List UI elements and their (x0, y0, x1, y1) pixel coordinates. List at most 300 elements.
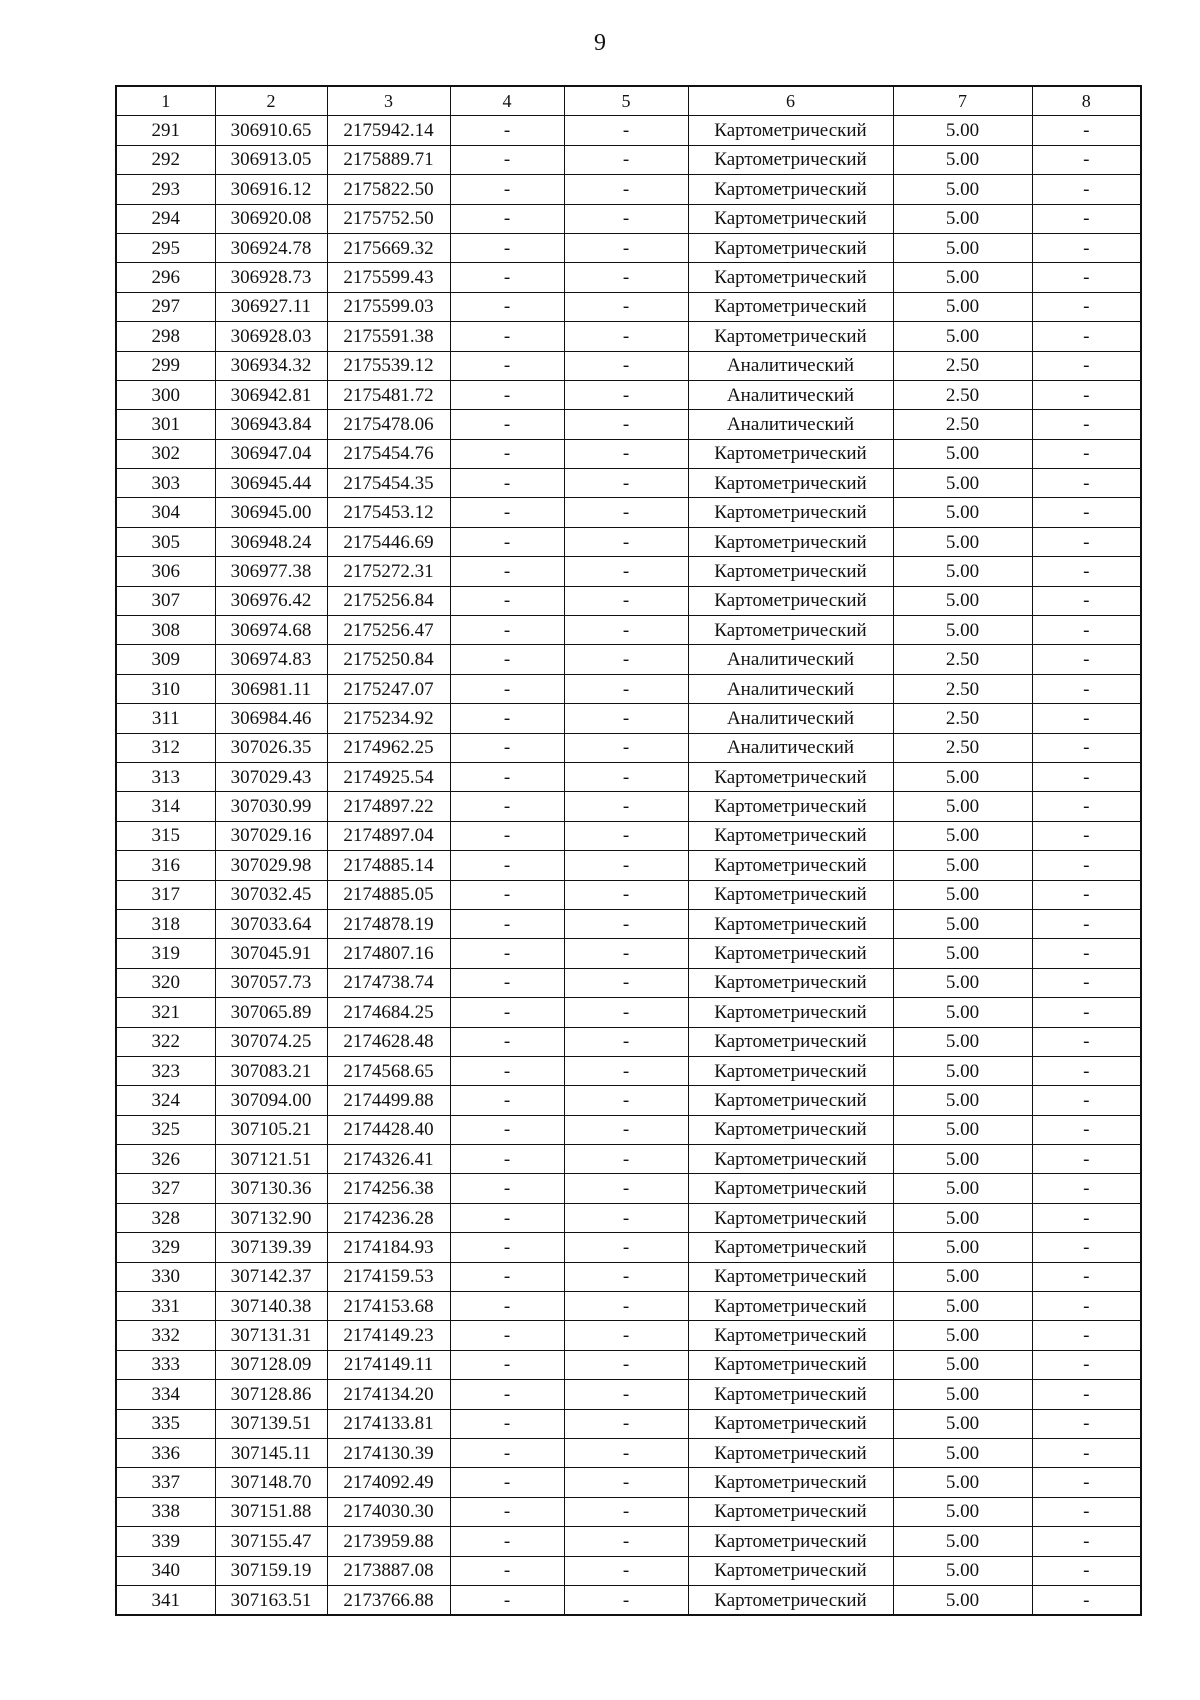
method: Аналитический (688, 645, 893, 674)
col-4-value: - (450, 351, 564, 380)
col-5-value: - (564, 762, 688, 791)
method: Картометрический (688, 762, 893, 791)
x-coordinate: 306913.05 (215, 145, 327, 174)
y-coordinate: 2174184.93 (327, 1233, 450, 1262)
col-5-value: - (564, 1585, 688, 1615)
point-number: 337 (116, 1468, 215, 1497)
table-row (116, 1145, 1141, 1174)
x-coordinate: 306927.11 (215, 292, 327, 321)
col-8-value: - (1032, 851, 1141, 880)
method: Картометрический (688, 1262, 893, 1291)
x-coordinate: 306947.04 (215, 439, 327, 468)
point-number: 315 (116, 821, 215, 850)
y-coordinate: 2174159.53 (327, 1262, 450, 1291)
x-coordinate: 306934.32 (215, 351, 327, 380)
col-4-value: - (450, 1321, 564, 1350)
point-number: 316 (116, 851, 215, 880)
accuracy: 5.00 (893, 145, 1032, 174)
method: Картометрический (688, 1321, 893, 1350)
table-row (116, 909, 1141, 938)
col-4-value: - (450, 1350, 564, 1379)
x-coordinate: 306974.68 (215, 616, 327, 645)
point-number: 323 (116, 1056, 215, 1085)
x-coordinate: 306981.11 (215, 674, 327, 703)
col-5-value: - (564, 1350, 688, 1379)
y-coordinate: 2173887.08 (327, 1556, 450, 1585)
y-coordinate: 2175481.72 (327, 380, 450, 409)
x-coordinate: 307083.21 (215, 1056, 327, 1085)
col-8-value: - (1032, 1233, 1141, 1262)
table-row (116, 469, 1141, 498)
point-number: 336 (116, 1438, 215, 1467)
col-8-value: - (1032, 469, 1141, 498)
point-number: 319 (116, 939, 215, 968)
y-coordinate: 2175454.35 (327, 469, 450, 498)
table-row (116, 674, 1141, 703)
column-header: 6 (688, 86, 893, 116)
table-row (116, 821, 1141, 850)
x-coordinate: 307145.11 (215, 1438, 327, 1467)
accuracy: 5.00 (893, 1380, 1032, 1409)
col-5-value: - (564, 1174, 688, 1203)
accuracy: 5.00 (893, 1027, 1032, 1056)
accuracy: 2.50 (893, 704, 1032, 733)
y-coordinate: 2174134.20 (327, 1380, 450, 1409)
y-coordinate: 2175942.14 (327, 116, 450, 145)
y-coordinate: 2175478.06 (327, 410, 450, 439)
col-5-value: - (564, 1203, 688, 1232)
x-coordinate: 307105.21 (215, 1115, 327, 1144)
y-coordinate: 2174628.48 (327, 1027, 450, 1056)
method: Картометрический (688, 1350, 893, 1379)
table-row (116, 380, 1141, 409)
method: Картометрический (688, 1380, 893, 1409)
table-row (116, 527, 1141, 556)
method: Аналитический (688, 410, 893, 439)
col-8-value: - (1032, 1262, 1141, 1291)
col-5-value: - (564, 116, 688, 145)
accuracy: 5.00 (893, 792, 1032, 821)
point-number: 312 (116, 733, 215, 762)
table-row (116, 1203, 1141, 1232)
table-row (116, 1556, 1141, 1585)
accuracy: 5.00 (893, 851, 1032, 880)
x-coordinate: 306977.38 (215, 557, 327, 586)
col-5-value: - (564, 674, 688, 703)
point-number: 310 (116, 674, 215, 703)
col-4-value: - (450, 439, 564, 468)
method: Картометрический (688, 851, 893, 880)
accuracy: 2.50 (893, 380, 1032, 409)
method: Картометрический (688, 1086, 893, 1115)
method: Картометрический (688, 1115, 893, 1144)
table-row (116, 439, 1141, 468)
col-8-value: - (1032, 322, 1141, 351)
col-8-value: - (1032, 204, 1141, 233)
y-coordinate: 2175234.92 (327, 704, 450, 733)
col-4-value: - (450, 1174, 564, 1203)
y-coordinate: 2174153.68 (327, 1292, 450, 1321)
col-5-value: - (564, 909, 688, 938)
col-4-value: - (450, 821, 564, 850)
col-8-value: - (1032, 175, 1141, 204)
method: Картометрический (688, 821, 893, 850)
col-4-value: - (450, 498, 564, 527)
y-coordinate: 2174256.38 (327, 1174, 450, 1203)
x-coordinate: 307029.43 (215, 762, 327, 791)
col-5-value: - (564, 586, 688, 615)
method: Картометрический (688, 909, 893, 938)
col-8-value: - (1032, 939, 1141, 968)
col-4-value: - (450, 1409, 564, 1438)
col-5-value: - (564, 292, 688, 321)
point-number: 291 (116, 116, 215, 145)
x-coordinate: 307131.31 (215, 1321, 327, 1350)
col-8-value: - (1032, 1409, 1141, 1438)
col-5-value: - (564, 1409, 688, 1438)
table-row (116, 145, 1141, 174)
x-coordinate: 307132.90 (215, 1203, 327, 1232)
col-4-value: - (450, 1262, 564, 1291)
point-number: 321 (116, 998, 215, 1027)
accuracy: 2.50 (893, 351, 1032, 380)
col-8-value: - (1032, 1174, 1141, 1203)
point-number: 294 (116, 204, 215, 233)
method: Картометрический (688, 1203, 893, 1232)
method: Картометрический (688, 263, 893, 292)
table-row (116, 1468, 1141, 1497)
method: Картометрический (688, 1233, 893, 1262)
x-coordinate: 307140.38 (215, 1292, 327, 1321)
accuracy: 2.50 (893, 733, 1032, 762)
method: Аналитический (688, 351, 893, 380)
method: Аналитический (688, 674, 893, 703)
column-header: 8 (1032, 86, 1141, 116)
table-row (116, 1174, 1141, 1203)
method: Картометрический (688, 204, 893, 233)
method: Картометрический (688, 1438, 893, 1467)
column-header: 5 (564, 86, 688, 116)
x-coordinate: 307155.47 (215, 1527, 327, 1556)
table-row (116, 498, 1141, 527)
col-5-value: - (564, 175, 688, 204)
point-number: 335 (116, 1409, 215, 1438)
accuracy: 2.50 (893, 410, 1032, 439)
point-number: 327 (116, 1174, 215, 1203)
y-coordinate: 2175453.12 (327, 498, 450, 527)
y-coordinate: 2175889.71 (327, 145, 450, 174)
col-8-value: - (1032, 1086, 1141, 1115)
y-coordinate: 2175539.12 (327, 351, 450, 380)
x-coordinate: 307128.09 (215, 1350, 327, 1379)
col-4-value: - (450, 233, 564, 262)
col-8-value: - (1032, 233, 1141, 262)
column-header: 4 (450, 86, 564, 116)
col-4-value: - (450, 469, 564, 498)
y-coordinate: 2174878.19 (327, 909, 450, 938)
col-8-value: - (1032, 1056, 1141, 1085)
col-8-value: - (1032, 1350, 1141, 1379)
col-8-value: - (1032, 880, 1141, 909)
accuracy: 5.00 (893, 586, 1032, 615)
col-8-value: - (1032, 1145, 1141, 1174)
table-row (116, 233, 1141, 262)
method: Картометрический (688, 586, 893, 615)
point-number: 322 (116, 1027, 215, 1056)
col-5-value: - (564, 204, 688, 233)
accuracy: 5.00 (893, 1115, 1032, 1144)
col-4-value: - (450, 175, 564, 204)
table-row (116, 204, 1141, 233)
y-coordinate: 2175446.69 (327, 527, 450, 556)
point-number: 330 (116, 1262, 215, 1291)
accuracy: 5.00 (893, 233, 1032, 262)
coordinates-table (115, 85, 1142, 1616)
accuracy: 5.00 (893, 1292, 1032, 1321)
y-coordinate: 2173959.88 (327, 1527, 450, 1556)
point-number: 338 (116, 1497, 215, 1526)
x-coordinate: 307094.00 (215, 1086, 327, 1115)
method: Картометрический (688, 616, 893, 645)
col-5-value: - (564, 557, 688, 586)
method: Картометрический (688, 968, 893, 997)
table-row (116, 1262, 1141, 1291)
col-4-value: - (450, 263, 564, 292)
y-coordinate: 2174738.74 (327, 968, 450, 997)
accuracy: 5.00 (893, 1262, 1032, 1291)
y-coordinate: 2174962.25 (327, 733, 450, 762)
point-number: 304 (116, 498, 215, 527)
table-row (116, 792, 1141, 821)
col-8-value: - (1032, 1321, 1141, 1350)
col-5-value: - (564, 1468, 688, 1497)
accuracy: 5.00 (893, 263, 1032, 292)
col-8-value: - (1032, 263, 1141, 292)
col-8-value: - (1032, 1585, 1141, 1615)
x-coordinate: 307033.64 (215, 909, 327, 938)
accuracy: 5.00 (893, 1468, 1032, 1497)
col-5-value: - (564, 498, 688, 527)
x-coordinate: 307029.16 (215, 821, 327, 850)
accuracy: 5.00 (893, 880, 1032, 909)
y-coordinate: 2175599.03 (327, 292, 450, 321)
method: Аналитический (688, 380, 893, 409)
y-coordinate: 2175247.07 (327, 674, 450, 703)
x-coordinate: 307029.98 (215, 851, 327, 880)
point-number: 297 (116, 292, 215, 321)
y-coordinate: 2175822.50 (327, 175, 450, 204)
col-8-value: - (1032, 909, 1141, 938)
col-4-value: - (450, 851, 564, 880)
col-4-value: - (450, 704, 564, 733)
table-row (116, 116, 1141, 145)
col-8-value: - (1032, 645, 1141, 674)
col-8-value: - (1032, 968, 1141, 997)
col-8-value: - (1032, 998, 1141, 1027)
col-4-value: - (450, 1380, 564, 1409)
accuracy: 5.00 (893, 1086, 1032, 1115)
point-number: 293 (116, 175, 215, 204)
y-coordinate: 2174807.16 (327, 939, 450, 968)
table-row (116, 586, 1141, 615)
col-8-value: - (1032, 1292, 1141, 1321)
y-coordinate: 2174499.88 (327, 1086, 450, 1115)
x-coordinate: 306942.81 (215, 380, 327, 409)
y-coordinate: 2175250.84 (327, 645, 450, 674)
method: Картометрический (688, 527, 893, 556)
accuracy: 5.00 (893, 557, 1032, 586)
y-coordinate: 2175256.84 (327, 586, 450, 615)
col-5-value: - (564, 145, 688, 174)
table-row (116, 645, 1141, 674)
x-coordinate: 306920.08 (215, 204, 327, 233)
x-coordinate: 306924.78 (215, 233, 327, 262)
y-coordinate: 2174885.14 (327, 851, 450, 880)
col-4-value: - (450, 292, 564, 321)
col-4-value: - (450, 1233, 564, 1262)
accuracy: 5.00 (893, 116, 1032, 145)
table-row (116, 1086, 1141, 1115)
point-number: 331 (116, 1292, 215, 1321)
y-coordinate: 2174149.23 (327, 1321, 450, 1350)
method: Картометрический (688, 145, 893, 174)
column-header: 3 (327, 86, 450, 116)
table-row (116, 616, 1141, 645)
method: Картометрический (688, 175, 893, 204)
x-coordinate: 307151.88 (215, 1497, 327, 1526)
method: Картометрический (688, 498, 893, 527)
col-4-value: - (450, 1292, 564, 1321)
method: Картометрический (688, 1497, 893, 1526)
col-8-value: - (1032, 1203, 1141, 1232)
y-coordinate: 2174236.28 (327, 1203, 450, 1232)
point-number: 317 (116, 880, 215, 909)
table-row (116, 1056, 1141, 1085)
col-5-value: - (564, 1438, 688, 1467)
col-5-value: - (564, 1292, 688, 1321)
point-number: 303 (116, 469, 215, 498)
col-4-value: - (450, 645, 564, 674)
col-5-value: - (564, 233, 688, 262)
col-5-value: - (564, 1321, 688, 1350)
point-number: 306 (116, 557, 215, 586)
table-row (116, 733, 1141, 762)
accuracy: 5.00 (893, 1585, 1032, 1615)
accuracy: 5.00 (893, 1233, 1032, 1262)
point-number: 311 (116, 704, 215, 733)
x-coordinate: 307128.86 (215, 1380, 327, 1409)
y-coordinate: 2175454.76 (327, 439, 450, 468)
accuracy: 5.00 (893, 1556, 1032, 1585)
method: Аналитический (688, 704, 893, 733)
x-coordinate: 307130.36 (215, 1174, 327, 1203)
col-4-value: - (450, 733, 564, 762)
table-row (116, 704, 1141, 733)
point-number: 318 (116, 909, 215, 938)
col-5-value: - (564, 1262, 688, 1291)
col-4-value: - (450, 322, 564, 351)
y-coordinate: 2174897.04 (327, 821, 450, 850)
col-5-value: - (564, 998, 688, 1027)
column-header: 2 (215, 86, 327, 116)
y-coordinate: 2173766.88 (327, 1585, 450, 1615)
col-5-value: - (564, 851, 688, 880)
table-row (116, 880, 1141, 909)
x-coordinate: 306928.73 (215, 263, 327, 292)
col-5-value: - (564, 1027, 688, 1056)
method: Картометрический (688, 998, 893, 1027)
point-number: 313 (116, 762, 215, 791)
accuracy: 5.00 (893, 968, 1032, 997)
table-row (116, 1380, 1141, 1409)
col-4-value: - (450, 939, 564, 968)
col-8-value: - (1032, 821, 1141, 850)
col-5-value: - (564, 439, 688, 468)
table-row (116, 1292, 1141, 1321)
col-4-value: - (450, 1056, 564, 1085)
accuracy: 5.00 (893, 821, 1032, 850)
col-5-value: - (564, 1145, 688, 1174)
x-coordinate: 306916.12 (215, 175, 327, 204)
col-8-value: - (1032, 1527, 1141, 1556)
x-coordinate: 307159.19 (215, 1556, 327, 1585)
point-number: 298 (116, 322, 215, 351)
x-coordinate: 307139.51 (215, 1409, 327, 1438)
table-row (116, 1321, 1141, 1350)
method: Картометрический (688, 1056, 893, 1085)
method: Картометрический (688, 557, 893, 586)
method: Картометрический (688, 1527, 893, 1556)
col-8-value: - (1032, 1468, 1141, 1497)
col-8-value: - (1032, 1497, 1141, 1526)
x-coordinate: 307057.73 (215, 968, 327, 997)
x-coordinate: 307045.91 (215, 939, 327, 968)
x-coordinate: 306976.42 (215, 586, 327, 615)
x-coordinate: 306943.84 (215, 410, 327, 439)
accuracy: 5.00 (893, 292, 1032, 321)
col-4-value: - (450, 880, 564, 909)
x-coordinate: 306974.83 (215, 645, 327, 674)
method: Картометрический (688, 1585, 893, 1615)
x-coordinate: 307139.39 (215, 1233, 327, 1262)
y-coordinate: 2174925.54 (327, 762, 450, 791)
col-8-value: - (1032, 762, 1141, 791)
col-4-value: - (450, 762, 564, 791)
col-5-value: - (564, 1556, 688, 1585)
point-number: 326 (116, 1145, 215, 1174)
col-5-value: - (564, 616, 688, 645)
accuracy: 2.50 (893, 674, 1032, 703)
col-8-value: - (1032, 1027, 1141, 1056)
col-4-value: - (450, 1145, 564, 1174)
table-row (116, 1527, 1141, 1556)
table-row (116, 1497, 1141, 1526)
table-row (116, 939, 1141, 968)
method: Картометрический (688, 1292, 893, 1321)
table-row (116, 410, 1141, 439)
point-number: 314 (116, 792, 215, 821)
col-8-value: - (1032, 792, 1141, 821)
col-8-value: - (1032, 1438, 1141, 1467)
y-coordinate: 2174092.49 (327, 1468, 450, 1497)
col-5-value: - (564, 263, 688, 292)
accuracy: 5.00 (893, 1174, 1032, 1203)
x-coordinate: 307065.89 (215, 998, 327, 1027)
y-coordinate: 2175599.43 (327, 263, 450, 292)
accuracy: 2.50 (893, 645, 1032, 674)
col-4-value: - (450, 1585, 564, 1615)
col-8-value: - (1032, 527, 1141, 556)
